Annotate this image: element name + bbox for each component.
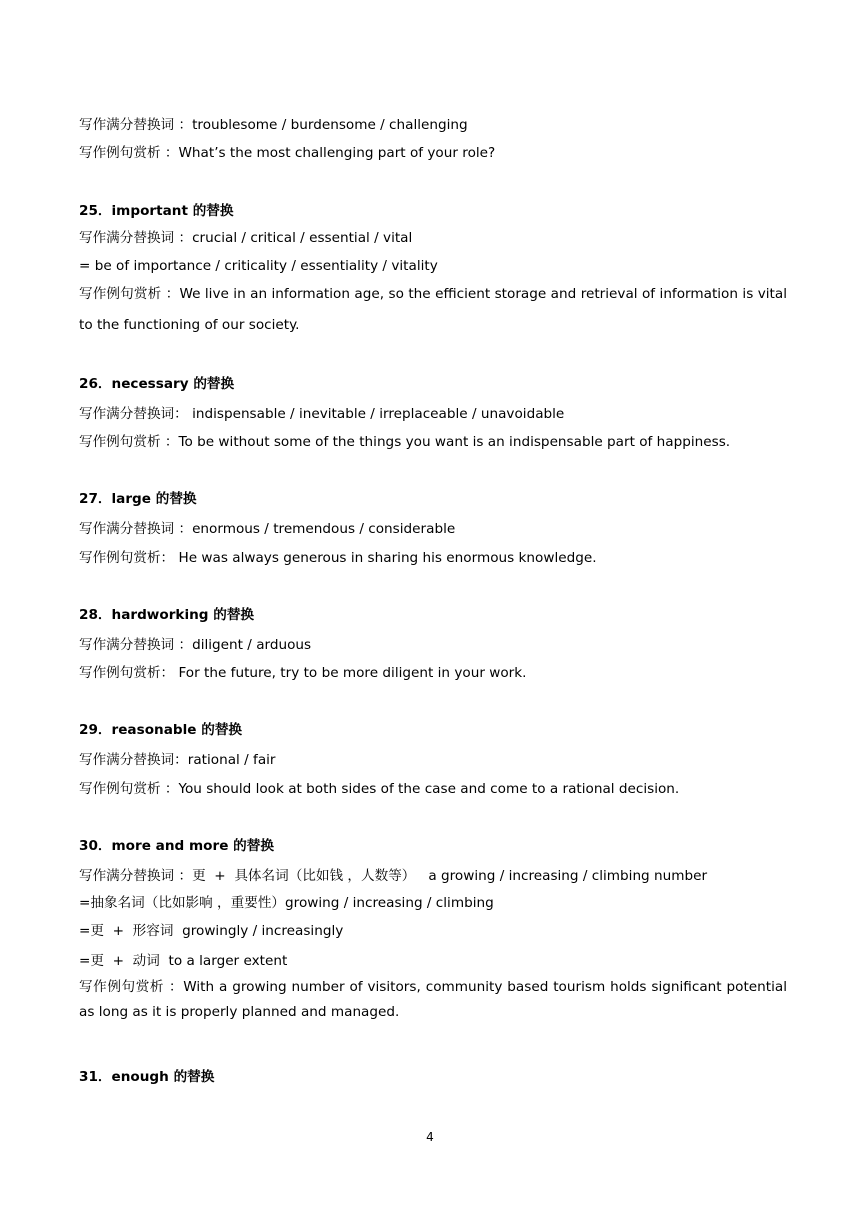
- example-sentence-line: 写作例句赏析： For the future, try to be more diligent in your work.: [79, 665, 527, 681]
- replacement-words-line: 写作满分替换词 ：更 + 具体名词（比如钱 ，人数等） a growing / increasing / climbing number: [79, 868, 708, 884]
- section-heading-30: 30．more and more 的替换: [79, 838, 274, 854]
- replacement-words-line: = be of importance / criticality / essentiality / vitality: [79, 258, 438, 274]
- replacement-words-line: 写作满分替换词：rational / fair: [79, 752, 276, 768]
- replacement-words-line: =抽象名词（比如影响 ，重要性）growing / increasing / climbing: [79, 895, 494, 911]
- section-heading-31: 31．enough 的替换: [79, 1069, 215, 1085]
- replacement-words-line: 写作满分替换词： indispensable / inevitable / irreplaceable / unavoidable: [79, 406, 565, 422]
- example-sentence-line: 写作例句赏析 ：What’s the most challenging part of your role?: [79, 145, 496, 161]
- section-heading-27: 27．large 的替换: [79, 491, 197, 507]
- replacement-words-line: =更 + 动词 to a larger extent: [79, 953, 288, 969]
- replacement-words-line: 写作满分替换词 ：crucial / critical / essential / vital: [79, 230, 413, 246]
- replacement-words-line: 写作满分替换词 ：diligent / arduous: [79, 637, 312, 653]
- section-heading-29: 29．reasonable 的替换: [79, 722, 243, 738]
- replacement-words-line: 写作满分替换词 ：enormous / tremendous / considerable: [79, 521, 456, 537]
- section-heading-26: 26．necessary 的替换: [79, 376, 235, 392]
- example-sentence-line: 写作例句赏析： He was always generous in sharing his enormous knowledge.: [79, 550, 597, 566]
- example-sentence-paragraph: 写作例句赏析 ：With a growing number of visitors, community based tourism holds significant potential as long as it is properly planned and managed.: [79, 979, 787, 1020]
- replacement-words-line: 写作满分替换词 ：troublesome / burdensome / challenging: [79, 117, 468, 133]
- section-heading-28: 28．hardworking 的替换: [79, 607, 255, 623]
- page-number: 4: [426, 1130, 434, 1144]
- section-heading-25: 25．important 的替换: [79, 203, 234, 219]
- replacement-words-line: =更 + 形容词 growingly / increasingly: [79, 923, 344, 939]
- example-sentence-line: 写作例句赏析 ：You should look at both sides of the case and come to a rational decision.: [79, 781, 680, 797]
- example-sentence-line: 写作例句赏析 ：To be without some of the things you want is an indispensable part of happiness.: [79, 434, 731, 450]
- example-sentence-paragraph: 写作例句赏析 ：We live in an information age, so the efficient storage and retrieval of information is vital to the functioning of our society.: [79, 286, 787, 333]
